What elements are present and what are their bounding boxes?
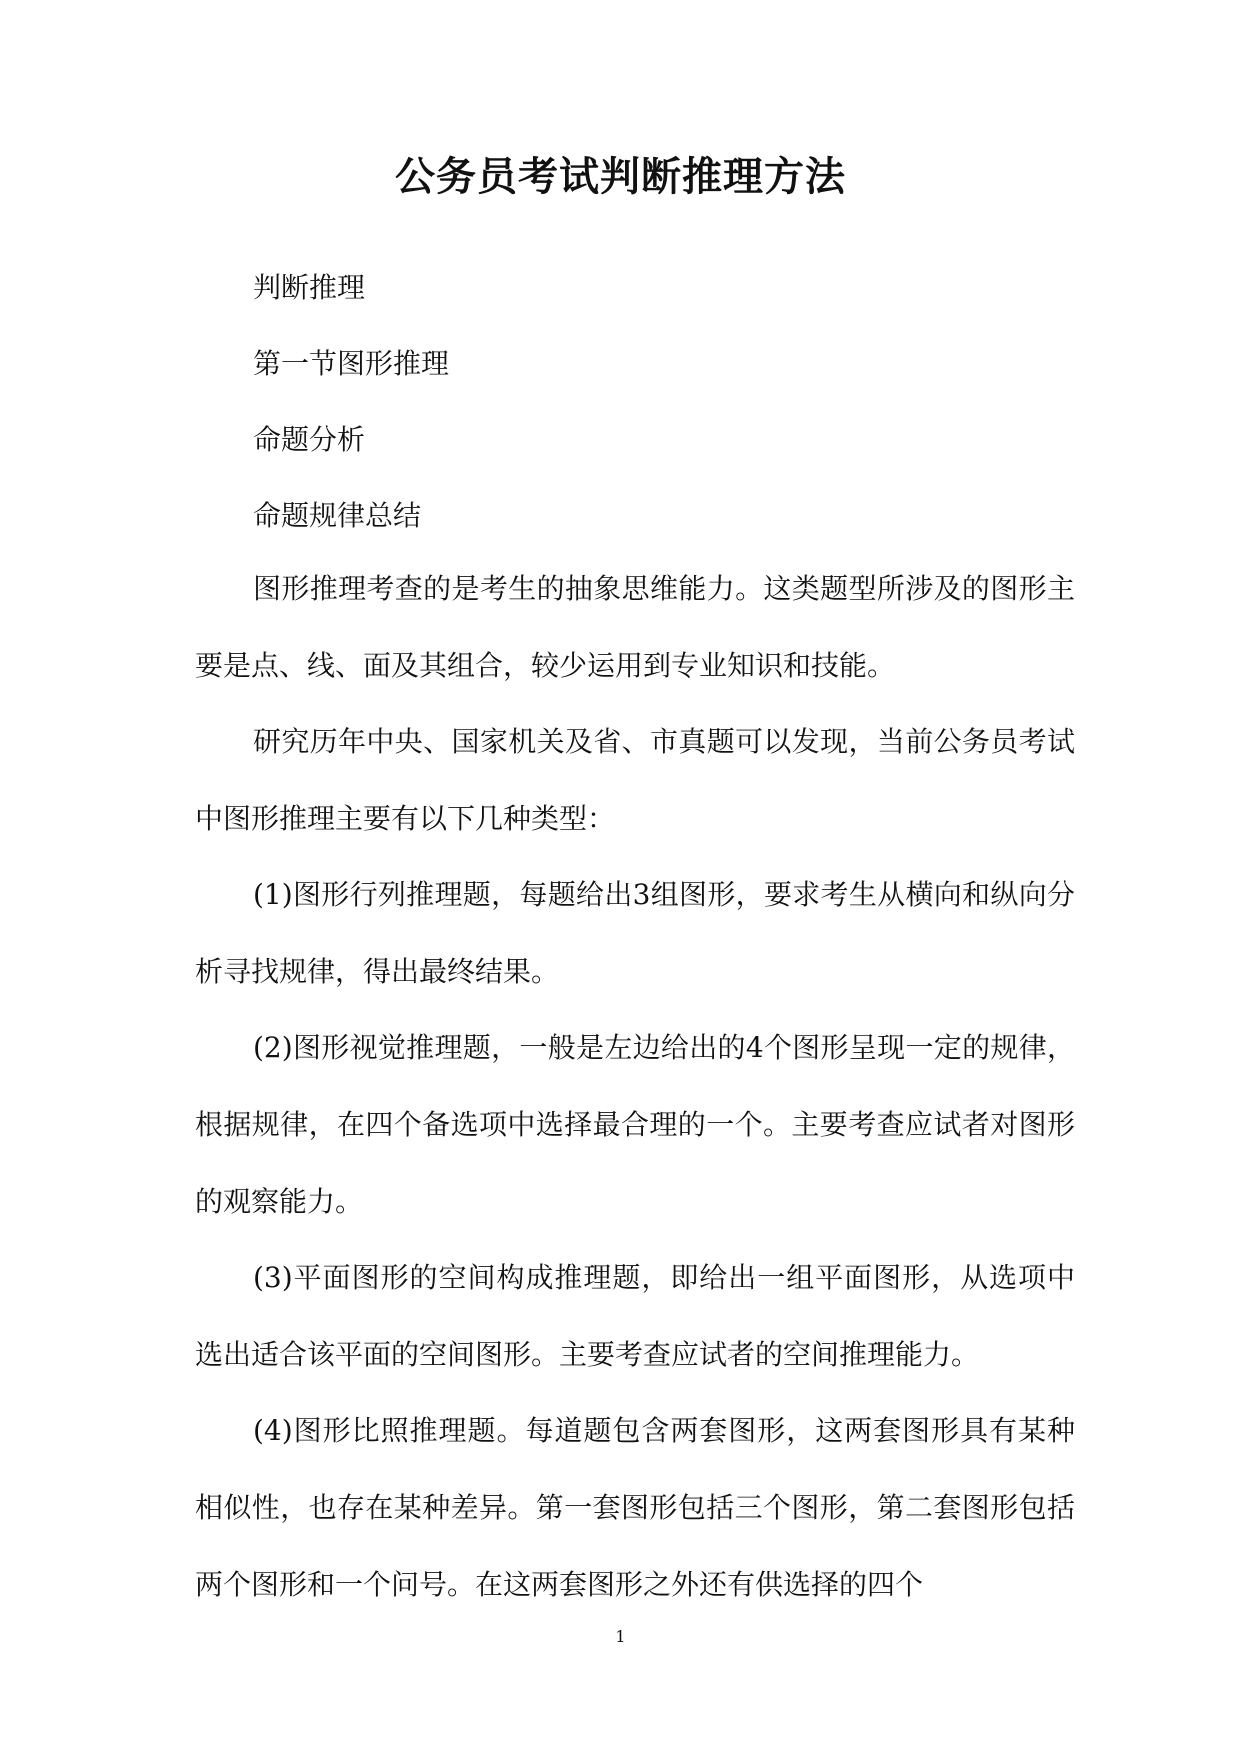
document-title: 公务员考试判断推理方法 xyxy=(395,153,846,200)
heading-proposition-summary: 命题规律总结 xyxy=(253,499,422,532)
paragraph-type-3: (3)平面图形的空间构成推理题，即给出一组平面图形，从选项中选出适合该平面的空间图形。主要考查应试者的空间推理能力。 xyxy=(195,1261,1075,1371)
paragraph-type-2: (2)图形视觉推理题，一般是左边给出的4个图形呈现一定的规律，根据规律，在四个备选项中选择最合理的一个。主要考查应试者对图形的观察能力。 xyxy=(195,1031,1075,1218)
paragraph-intro: 图形推理考查的是考生的抽象思维能力。这类题型所涉及的图形主要是点、线、面及其组合，较少运用到专业知识和技能。 xyxy=(195,572,1075,682)
heading-judgment-reasoning: 判断推理 xyxy=(253,271,366,304)
heading-section-one: 第一节图形推理 xyxy=(253,347,450,380)
page-number: 1 xyxy=(615,1627,626,1646)
heading-proposition-analysis: 命题分析 xyxy=(253,423,366,456)
paragraph-types-overview: 研究历年中央、国家机关及省、市真题可以发现，当前公务员考试中图形推理主要有以下几种类型： xyxy=(195,725,1075,835)
paragraph-type-1: (1)图形行列推理题，每题给出3组图形，要求考生从横向和纵向分析寻找规律，得出最终结果。 xyxy=(195,878,1075,988)
paragraph-type-4: (4)图形比照推理题。每道题包含两套图形，这两套图形具有某种相似性，也存在某种差异。第一套图形包括三个图形，第二套图形包括两个图形和一个问号。在这两套图形之外还有供选择的四个 xyxy=(195,1414,1075,1601)
